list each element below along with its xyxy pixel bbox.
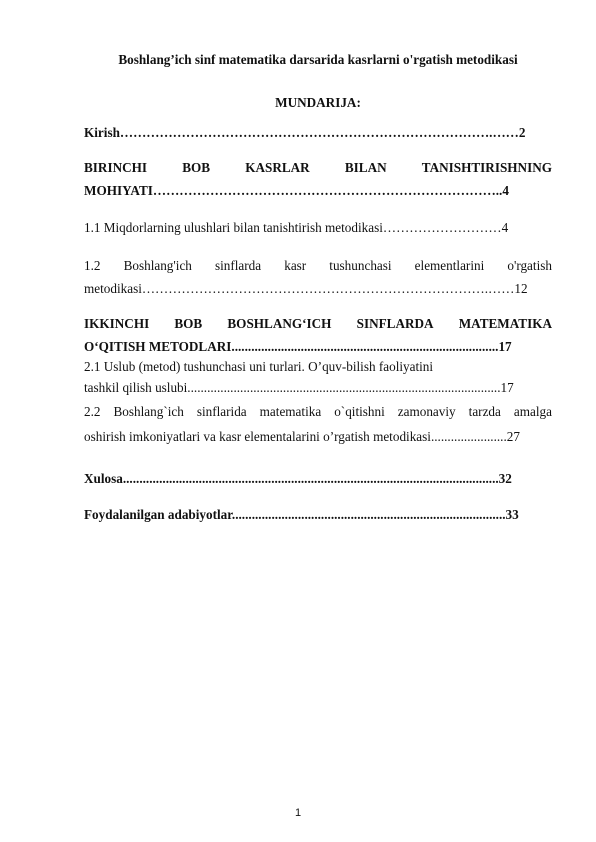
word: sinflarida (196, 404, 247, 419)
word: o'rgatish (507, 258, 552, 273)
word: Boshlang`ich (113, 404, 184, 419)
toc-entry-section-1-1: 1.1 Miqdorlarning ulushlari bilan tanishtirish metodikasi………………………4 (84, 220, 509, 235)
toc-entry-chapter2-line2: O‘QITISH METODLARI.................................................................................17 (84, 339, 512, 354)
word: SINFLARDA (356, 316, 434, 331)
word: BIRINCHI (84, 160, 148, 175)
word: BOB (174, 316, 203, 331)
toc-heading: MUNDARIJA: (275, 95, 361, 110)
word: matematika (259, 404, 322, 419)
word: tushunchasi (329, 258, 392, 273)
toc-entry-section-2-1-line2: tashkil qilish uslubi...............................................................................................17 (84, 380, 514, 395)
word: BOSHLANG‘ICH (227, 316, 332, 331)
word: kasr (284, 258, 307, 273)
word: KASRLAR (245, 160, 310, 175)
word: amalga (513, 404, 552, 419)
toc-entry-xulosa: Xulosa..................................................................................................................32 (84, 471, 512, 486)
word: zamonaviy (397, 404, 456, 419)
word: TANISHTIRISHNING (421, 160, 552, 175)
word: MATEMATIKA (458, 316, 552, 331)
toc-entry-section-2-1-line1: 2.1 Uslub (metod) tushunchasi uni turlari. O’quv-bilish faoliyatini (84, 359, 434, 374)
toc-entry-chapter1-line2: MOHIYATI……………………………………………………………………..4 (84, 183, 509, 198)
toc-entry-section-1-2-line2: metodikasi…………………………………………………………………….……12 (84, 281, 528, 296)
word: BOB (182, 160, 211, 175)
page-number: 1 (294, 807, 302, 819)
word: BILAN (344, 160, 387, 175)
toc-entry-chapter1-line1 (84, 160, 552, 176)
word: IKKINCHI (84, 316, 150, 331)
word: Boshlang'ich (123, 258, 192, 273)
word: 2.2 (84, 404, 101, 419)
word: 1.2 (84, 258, 101, 273)
word: o`qitishni (334, 404, 385, 419)
word: elementlarini (414, 258, 485, 273)
toc-entry-section-2-2-line2: oshirish imkoniyatlari va kasr elementalarini o’rgatish metodikasi.......................27 (84, 429, 520, 444)
toc-entry-adabiyotlar: Foydalanilgan adabiyotlar...................................................................................33 (84, 507, 519, 522)
toc-entry-section-1-2-line1 (84, 258, 552, 274)
document-title: Boshlang’ich sinf matematika darsarida kasrlarni o'rgatish metodikasi (118, 52, 518, 67)
toc-entry-kirish: Kirish………………………………………………………………………….……2 (84, 125, 526, 140)
word: sinflarda (214, 258, 262, 273)
toc-entry-chapter2-line1 (84, 316, 552, 332)
word: tarzda (468, 404, 501, 419)
toc-entry-section-2-2-line1 (84, 404, 552, 420)
